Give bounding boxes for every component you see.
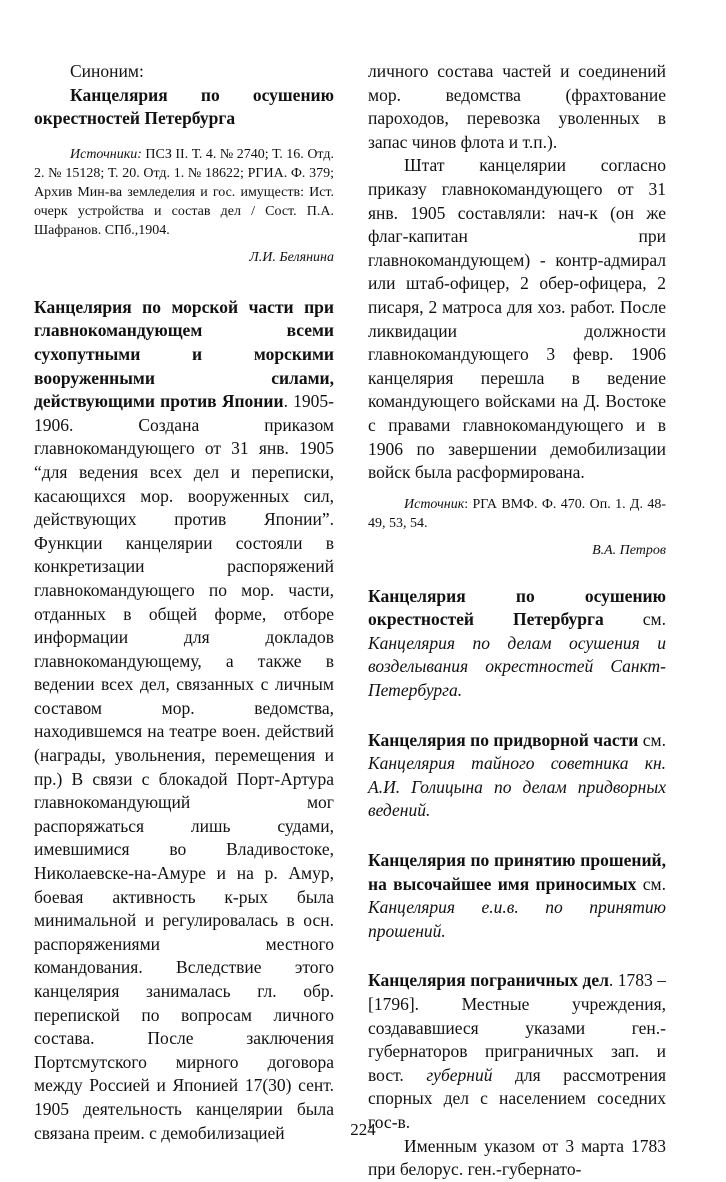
- entry-text: . 1905-1906. Создана приказом главнокомандующего от 31 янв. 1905 “для ведения всех дел и переписки, касающихся мор. вооруженных сил, действующих против Японии”. Функции канцелярии состояли в конкретизации распоряжений главнокомандующего по мор. части, отданных в общей форме, отборе информации для докладов главнокомандующему, а также в ведении всех дел, связанных с личным составом мор. ведомства, находившемся на театре воен. действий (награды, увольнения, перемещения и пр.) В связи с блокадой Порт-Артура главнокомандующий мог распоряжаться лишь судами, имевшимися во Владивостоке, Николаевске-на-Амуре и на р. Амур, боевая активность к-рых была минимальной и регулировалась в осн. распоряжениями местного командования. Вследствие этого канцелярия занималась гл. обр. перепиской по вопросам личного состава. После заключения Портсмутского мирного договора между Россией и Японией 17(30) сент. 1905 деятельность канцелярии была связана преим. с демобилизацией: [34, 391, 334, 1143]
- entry-italic-word: губерний: [426, 1064, 493, 1085]
- entry-title: Канцелярия по придворной части: [368, 729, 639, 750]
- entry-title: Канцелярия по принятию прошений, на высочайшее имя приносимых: [368, 850, 666, 894]
- right-column: [368, 60, 666, 1182]
- cross-reference: Канцелярия по делам осушения и возделывания окрестностей Санкт-Петербурга.: [368, 632, 666, 701]
- left-column: [34, 60, 334, 1145]
- cross-reference: Канцелярия е.и.в. по принятию прошений.: [368, 897, 666, 941]
- entry-text: для рассмотрения спорных дел с населением соседних гос-в.: [368, 1064, 666, 1132]
- author-signature: Л.И. Белянина: [249, 249, 334, 265]
- entry-border-affairs: [368, 969, 666, 1134]
- entry-drainage: [368, 585, 666, 703]
- continuation-text: личного состава частей и соединений мор. ведомства (фрахтование пароходов, перевозка уволенных в запас чинов флота и т.п.).: [368, 61, 666, 152]
- staff-paragraph: Штат канцелярии согласно приказу главнокомандующего от 31 янв. 1905 составляли: нач-к (он же флаг-капитан при главнокомандующем) - контр-адмирал или штаб-офицер, 2 обер-офицера, 2 писаря, 2 матроса для хоз. работ. После ликвидации должности главнокомандующего 3 февр. 1906 канцелярия перешла в ведение командующего войсками на Д. Востоке с правами главнокомандующего и в 1906 по завершении демобилизации войск была расформирована.: [368, 155, 666, 483]
- source-note: [368, 495, 666, 533]
- author-signature: В.А. Петров: [592, 542, 666, 558]
- see-text: см.: [636, 873, 666, 894]
- entry-paragraph-continued: Именным указом от 3 марта 1783 при белорус. ген.-губернато-: [368, 1135, 666, 1180]
- cross-reference: Канцелярия тайного советника кн. А.И. Голицына по делам придворных ведений.: [368, 753, 666, 821]
- source-label: Источник: [404, 496, 465, 512]
- see-text: см.: [603, 609, 667, 630]
- entry-title: Канцелярия по осушению окрестностей Петербурга: [368, 585, 666, 630]
- sources-text: ПСЗ II. Т. 4. № 2740; Т. 16. Отд. 2. № 15128; Т. 20. Отд. 1. № 18622; РГИА. Ф. 379; Архив Мин-ва земледелия и гос. имуществ: Ист. очерк устройства и состав дел / Сост. П.А. Шафранов. СПб.,1904.: [34, 146, 334, 238]
- synonym-title: Канцелярия по осушению окрестностей Петербурга: [34, 84, 334, 129]
- see-text: см.: [638, 729, 666, 750]
- entry-court: [368, 729, 666, 823]
- page-number: 224: [350, 1120, 376, 1139]
- sources-label: Источники:: [70, 146, 142, 162]
- source-text: : РГА ВМФ. Ф. 470. Оп. 1. Д. 48-49, 53, 54.: [368, 496, 666, 531]
- entry-title: Канцелярия пограничных дел: [368, 970, 609, 991]
- entry-title: Канцелярия по морской части при главнокомандующем всеми сухопутными и морскими вооруженными силами, действующими против Японии: [34, 296, 334, 412]
- entry-paragraph: [34, 296, 334, 1145]
- entry-text: . 1783 – [1796]. Местные учреждения, создававшиеся указами ген.-губернаторов приграничных зап. и вост.: [368, 970, 666, 1085]
- synonym-label: Синоним:: [70, 61, 144, 81]
- sources-note: [34, 145, 334, 240]
- entry-petitions: [368, 849, 666, 943]
